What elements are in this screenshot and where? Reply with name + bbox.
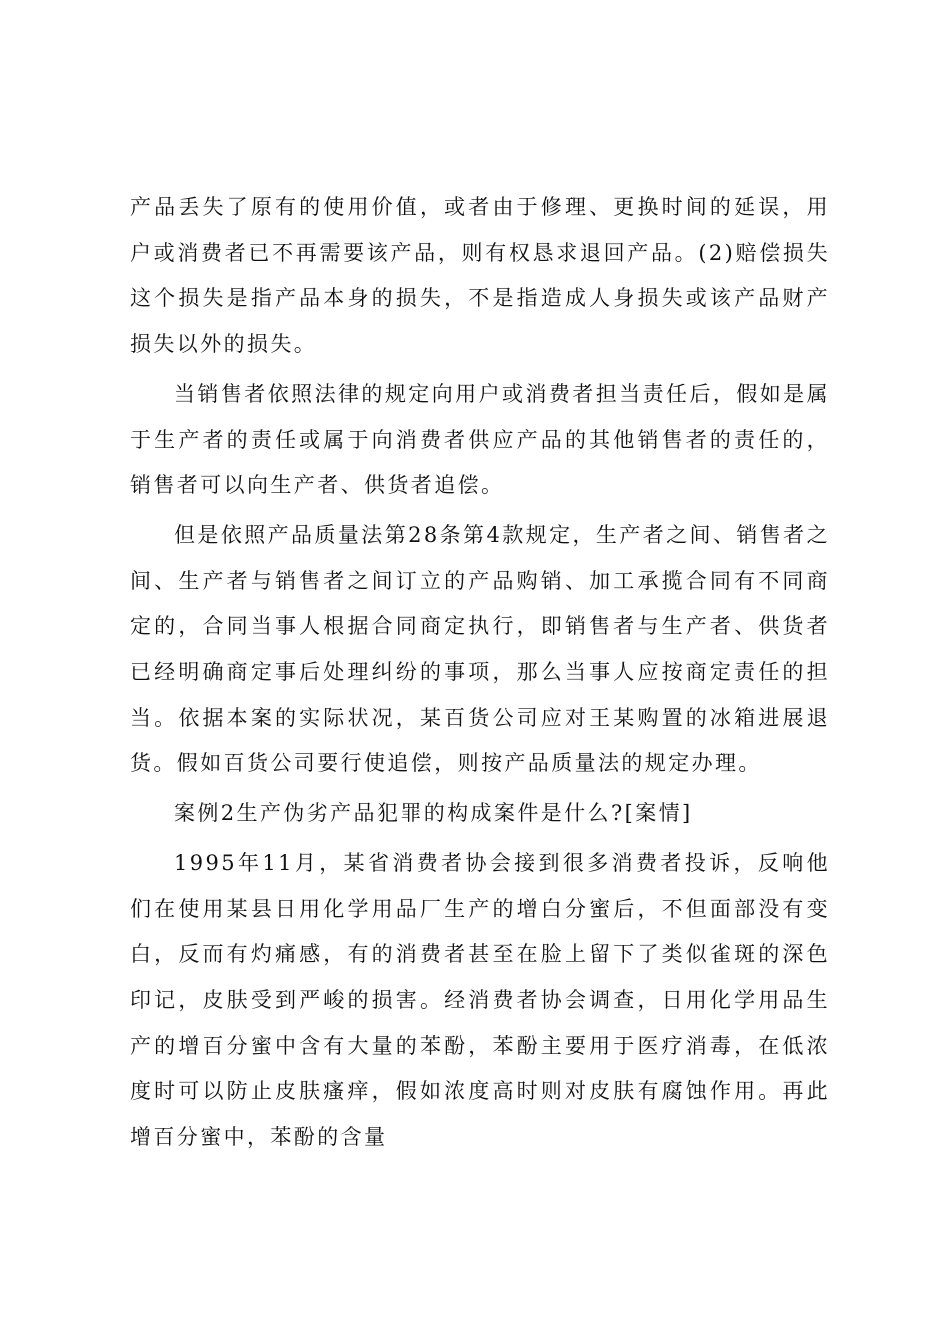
paragraph-1: 产品丢失了原有的使用价值，或者由于修理、更换时间的延误，用户或消费者已不再需要该产品，则有权恳求退回产品。(2)赔偿损失这个损失是指产品本身的损失，不是指造成人身损失或该产品财产损失以外的损失。 — [130, 195, 830, 357]
paragraph-3: 但是依照产品质量法第28条第4款规定，生产者之间、销售者之间、生产者与销售者之间订立的产品购销、加工承揽合同有不同商定的，合同当事人根据合同商定执行，即销售者与生产者、供货者已经明确商定事后处理纠纷的事项，那么当事人应按商定责任的担当。依据本案的实际状况，某百货公司应对王某购置的冰箱进展退货。假如百货公司要行使追偿，则按产品质量法的规定办理。 — [130, 522, 830, 776]
paragraph-5: 1995年11月，某省消费者协会接到很多消费者投诉，反响他们在使用某县日用化学用品厂生产的增白分蜜后，不但面部没有变白，反而有灼痛感，有的消费者甚至在脸上留下了类似雀斑的深色印记，皮肤受到严峻的损害。经消费者协会调查，日用化学用品生产的增百分蜜中含有大量的苯酚，苯酚主要用于医疗消毒，在低浓度时可以防止皮肤瘙痒，假如浓度高时则对皮肤有腐蚀作用。再此增百分蜜中，苯酚的含量 — [130, 850, 830, 1150]
paragraph-2: 当销售者依照法律的规定向用户或消费者担当责任后，假如是属于生产者的责任或属于向消费者供应产品的其他销售者的责任的，销售者可以向生产者、供货者追偿。 — [130, 381, 830, 498]
paragraph-4-case-heading: 案例2生产伪劣产品犯罪的构成案件是什么?[案情] — [174, 801, 693, 826]
document-body — [130, 185, 830, 1161]
